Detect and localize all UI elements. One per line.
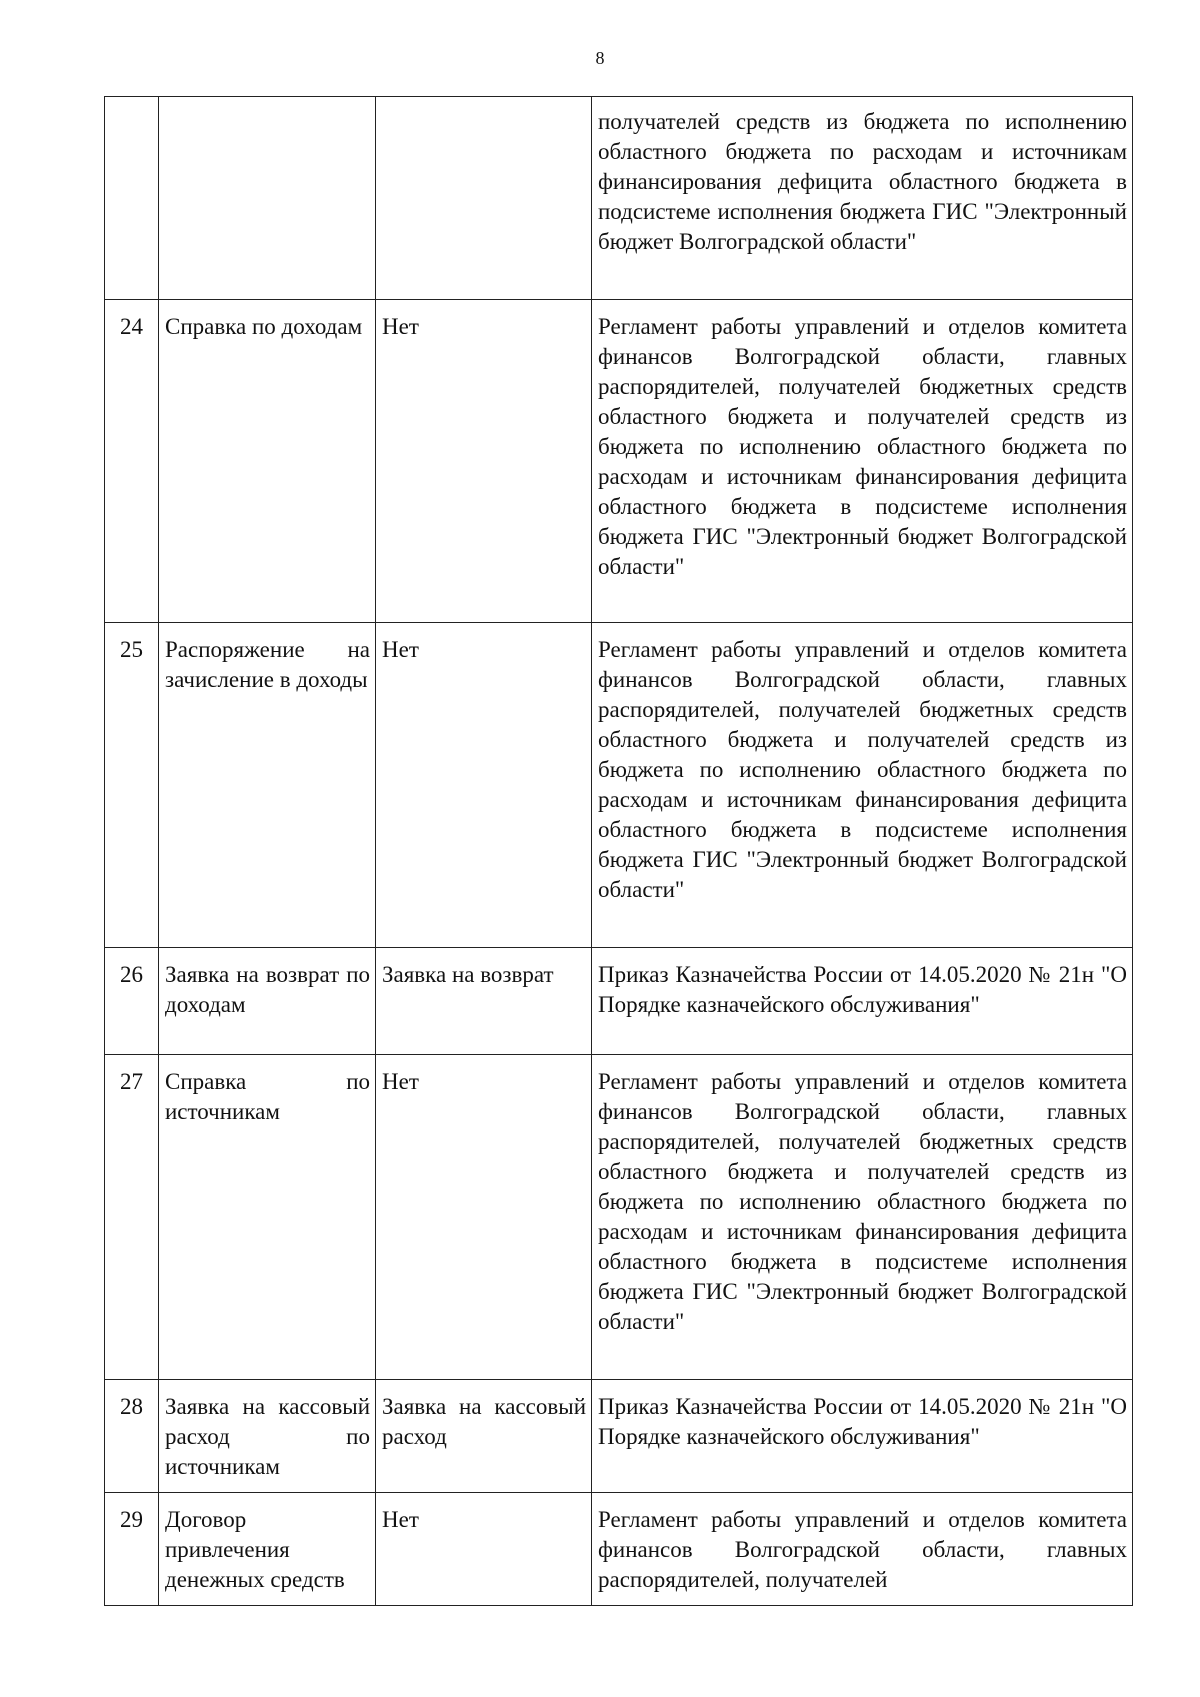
document-name-cell: Заявка на возврат по доходам <box>159 948 376 1055</box>
document-name-cell: Справка по доходам <box>159 300 376 623</box>
document-form-cell: Нет <box>376 1055 592 1380</box>
document-name-cell <box>159 97 376 300</box>
table-row <box>105 1055 1133 1380</box>
table-row <box>105 948 1133 1055</box>
table-row <box>105 1380 1133 1493</box>
row-number-cell: 26 <box>105 948 159 1055</box>
legal-basis-cell: Регламент работы управлений и отделов комитета финансов Волгоградской области, главных распорядителей, получателей бюджетных средств областного бюджета и получателей средств из бюджета по исполнению областного бюджета по расходам и источникам финансирования дефицита областного бюджета в подсистеме исполнения бюджета ГИС "Электронный бюджет Волгоградской области" <box>592 300 1133 623</box>
document-form-cell: Заявка на кассовый расход <box>376 1380 592 1493</box>
document-name-cell: Справка по источникам <box>159 1055 376 1380</box>
document-name-cell: Договор привлечения денежных средств <box>159 1493 376 1606</box>
row-number-cell: 29 <box>105 1493 159 1606</box>
table-row <box>105 97 1133 300</box>
table-row <box>105 623 1133 948</box>
row-number-cell: 25 <box>105 623 159 948</box>
legal-basis-cell: Регламент работы управлений и отделов комитета финансов Волгоградской области, главных распорядителей, получателей бюджетных средств областного бюджета и получателей средств из бюджета по исполнению областного бюджета по расходам и источникам финансирования дефицита областного бюджета в подсистеме исполнения бюджета ГИС "Электронный бюджет Волгоградской области" <box>592 1055 1133 1380</box>
document-form-cell: Нет <box>376 300 592 623</box>
document-form-cell: Заявка на возврат <box>376 948 592 1055</box>
table-row <box>105 300 1133 623</box>
row-number-cell: 27 <box>105 1055 159 1380</box>
document-form-cell: Нет <box>376 623 592 948</box>
document-name-cell: Распоряжение на зачисление в доходы <box>159 623 376 948</box>
table-row <box>105 1493 1133 1606</box>
row-number-cell: 24 <box>105 300 159 623</box>
legal-basis-cell: Приказ Казначейства России от 14.05.2020 № 21н "О Порядке казначейского обслуживания" <box>592 1380 1133 1493</box>
page-number: 8 <box>595 48 605 68</box>
document-form-cell: Нет <box>376 1493 592 1606</box>
row-number-cell: 28 <box>105 1380 159 1493</box>
legal-basis-cell: получателей средств из бюджета по исполнению областного бюджета по расходам и источникам финансирования дефицита областного бюджета в подсистеме исполнения бюджета ГИС "Электронный бюджет Волгоградской области" <box>592 97 1133 300</box>
row-number-cell <box>105 97 159 300</box>
document-form-cell <box>376 97 592 300</box>
document-table <box>104 96 1133 1606</box>
document-name-cell: Заявка на кассовый расход по источникам <box>159 1380 376 1493</box>
legal-basis-cell: Регламент работы управлений и отделов комитета финансов Волгоградской области, главных распорядителей, получателей бюджетных средств областного бюджета и получателей средств из бюджета по исполнению областного бюджета по расходам и источникам финансирования дефицита областного бюджета в подсистеме исполнения бюджета ГИС "Электронный бюджет Волгоградской области" <box>592 623 1133 948</box>
legal-basis-cell: Регламент работы управлений и отделов комитета финансов Волгоградской области, главных распорядителей, получателей <box>592 1493 1133 1606</box>
legal-basis-cell: Приказ Казначейства России от 14.05.2020 № 21н "О Порядке казначейского обслуживания" <box>592 948 1133 1055</box>
